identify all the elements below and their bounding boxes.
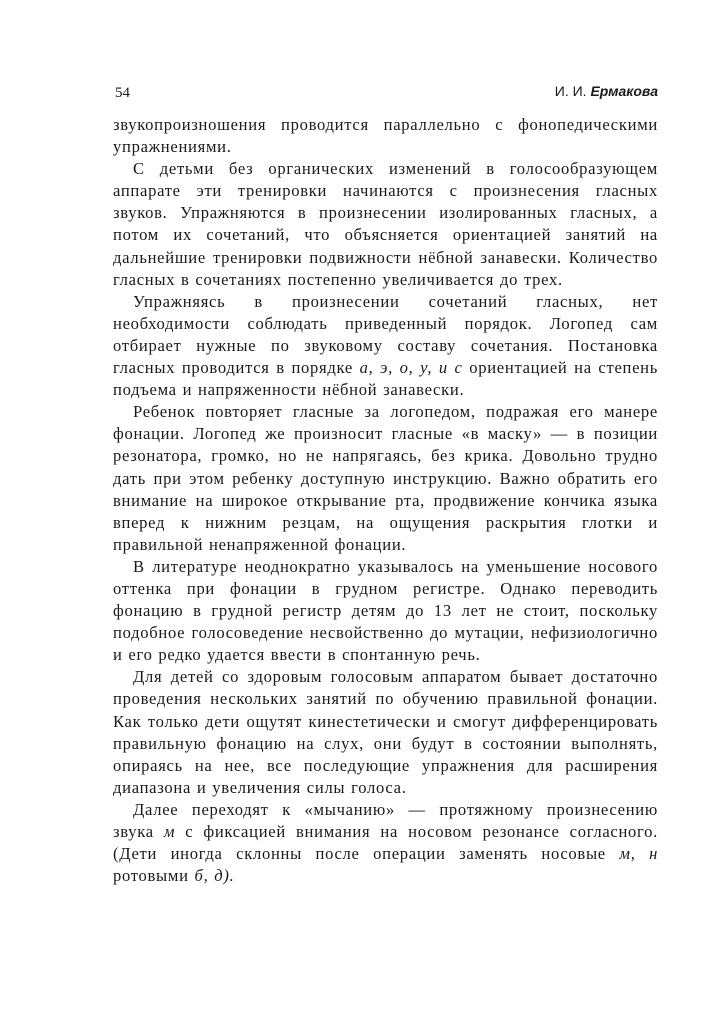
paragraph: Для детей со здоровым голосовым аппаратом бывает достаточно проведения нескольких занятий по обучению правильной фонации. Как только дети ощутят кинестетически и смогут дифференцировать правильную фонацию на слух, они будут в состоянии выполнять, опираясь на нее, все последующие упражнения для расширения диапазона и увеличения силы голоса.: [113, 667, 658, 797]
paragraph: [113, 291, 658, 401]
paragraph-text: ротовыми: [113, 866, 195, 886]
page-number: 54: [115, 85, 130, 101]
page-header: [113, 80, 658, 104]
italic-oral-sounds: б, д).: [194, 866, 235, 886]
body-text: [113, 114, 658, 887]
paragraph: звукопроизношения проводится параллельно с фонопедическими упражнениями.: [113, 115, 658, 157]
paragraph-text: с фиксацией внимания на носовом резонансе согласного. (Дети иногда склонны после операции заменять носовые: [113, 822, 658, 864]
paragraph-text: ориентацией на степень подъема и напряженности нёбной занавески.: [113, 358, 658, 400]
paragraph: Ребенок повторяет гласные за логопедом, подражая его манере фонации. Логопед же произносит гласные «в маску» — в позиции резонатора, громко, но не напрягаясь, без крика. Довольно трудно дать при этом ребенку доступную инструкцию. Важно обратить его внимание на широкое открывание рта, продвижение кончика языка вперед к нижним резцам, на ощущения раскрытия глотки и правильной ненапряженной фонации.: [113, 402, 658, 554]
paragraph: В литературе неоднократно указывалось на уменьшение носового оттенка при фонации в грудном регистре. Однако переводить фонацию в грудной регистр детям до 13 лет не стоит, поскольку подобное голосоведение несвойственно до мутации, нефизиологично и его редко удается ввести в спонтанную речь.: [113, 556, 658, 665]
book-page: [113, 80, 658, 887]
paragraph: С детьми без органических изменений в голосообразующем аппарате эти тренировки начинаются с произнесения гласных звуков. Упражняются в произнесении изолированных гласных, а потом их сочетаний, что объясняется ориентацией занятий на дальнейшие тренировки подвижности нёбной занавески. Количество гласных в сочетаниях постепенно увеличивается до трех.: [113, 159, 658, 289]
italic-sound: м: [163, 822, 176, 841]
author-initials: И. И.: [554, 83, 587, 99]
paragraph: [113, 799, 658, 887]
italic-vowels: а, э, о, у, и с: [359, 358, 463, 378]
author-surname: Ермакова: [590, 83, 658, 99]
paragraph-text: Упражняясь в произнесении сочетаний гласных, нет необходимости соблюдать приведенный порядок. Логопед сам отбирает нужные по звуковому составу сочетания. Постановка гласных проводится в порядке: [113, 291, 658, 378]
running-head: [555, 83, 658, 99]
italic-nasal-sounds: м, н: [619, 844, 659, 864]
paragraph-text: Далее переходят к «мычанию» — протяжному произнесению звука: [113, 799, 658, 841]
